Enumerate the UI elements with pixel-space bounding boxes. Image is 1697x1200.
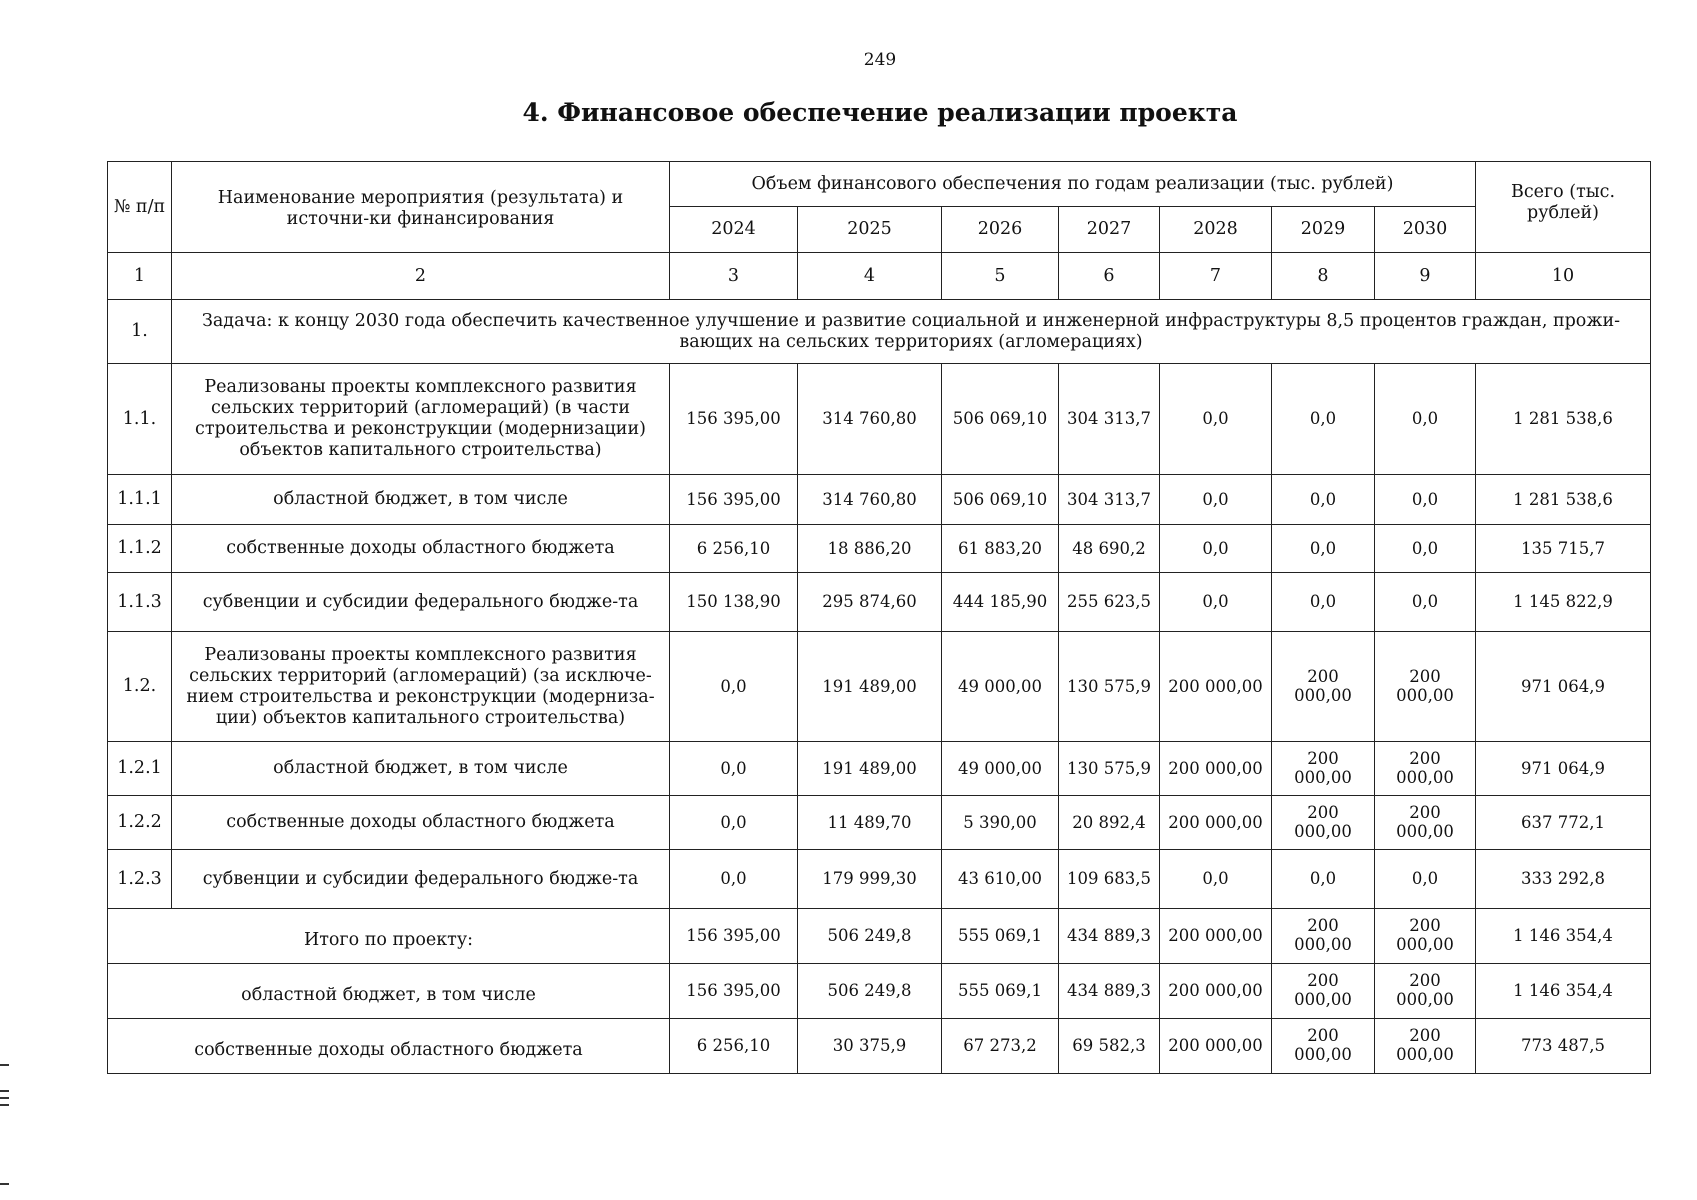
value-cell: 200 000,00 bbox=[1375, 632, 1476, 742]
value-cell: 0,0 bbox=[1375, 573, 1476, 632]
value-cell: 555 069,1 bbox=[942, 909, 1059, 964]
value-cell: 20 892,4 bbox=[1059, 796, 1160, 850]
row-total: 971 064,9 bbox=[1476, 632, 1651, 742]
value-cell: 200 000,00 bbox=[1375, 964, 1476, 1019]
value-cell: 200 000,00 bbox=[1375, 909, 1476, 964]
value-cell: 506 249,8 bbox=[798, 964, 942, 1019]
value-cell: 200 000,00 bbox=[1272, 796, 1375, 850]
value-cell: 6 256,10 bbox=[670, 525, 798, 573]
col-number: 9 bbox=[1375, 253, 1476, 300]
year-2025: 2025 bbox=[798, 207, 942, 253]
value-cell: 434 889,3 bbox=[1059, 964, 1160, 1019]
value-cell: 0,0 bbox=[670, 632, 798, 742]
value-cell: 0,0 bbox=[1160, 525, 1272, 573]
value-cell: 156 395,00 bbox=[670, 364, 798, 475]
col-number: 4 bbox=[798, 253, 942, 300]
value-cell: 11 489,70 bbox=[798, 796, 942, 850]
value-cell: 0,0 bbox=[1160, 475, 1272, 525]
column-number-row bbox=[108, 253, 1651, 300]
year-2026: 2026 bbox=[942, 207, 1059, 253]
value-cell: 314 760,80 bbox=[798, 364, 942, 475]
row-num: 1.1.1 bbox=[108, 475, 172, 525]
value-cell: 200 000,00 bbox=[1272, 909, 1375, 964]
value-cell: 18 886,20 bbox=[798, 525, 942, 573]
row-num: 1.2. bbox=[108, 632, 172, 742]
year-2027: 2027 bbox=[1059, 207, 1160, 253]
row-num: 1.2.2 bbox=[108, 796, 172, 850]
col-number: 6 bbox=[1059, 253, 1160, 300]
row-num: 1.2.1 bbox=[108, 742, 172, 796]
row-name: Реализованы проекты комплексного развития сельских территорий (агломераций) (в части строительства и реконструкции (модернизации) объектов капитального строительства) bbox=[172, 364, 670, 475]
row-total: 1 145 822,9 bbox=[1476, 573, 1651, 632]
value-cell: 200 000,00 bbox=[1272, 742, 1375, 796]
row-total: 971 064,9 bbox=[1476, 742, 1651, 796]
row-num: 1.1.2 bbox=[108, 525, 172, 573]
page-number: 249 bbox=[863, 50, 897, 70]
value-cell: 200 000,00 bbox=[1160, 1019, 1272, 1074]
margin-mark bbox=[0, 1064, 9, 1066]
value-cell: 304 313,7 bbox=[1059, 364, 1160, 475]
table-row bbox=[108, 796, 1651, 850]
col-number: 3 bbox=[670, 253, 798, 300]
value-cell: 0,0 bbox=[670, 796, 798, 850]
year-2030: 2030 bbox=[1375, 207, 1476, 253]
value-cell: 0,0 bbox=[1375, 475, 1476, 525]
value-cell: 5 390,00 bbox=[942, 796, 1059, 850]
row-name: субвенции и субсидии федерального бюдже-та bbox=[172, 850, 670, 909]
value-cell: 109 683,5 bbox=[1059, 850, 1160, 909]
value-cell: 506 249,8 bbox=[798, 909, 942, 964]
value-cell: 0,0 bbox=[1160, 364, 1272, 475]
value-cell: 0,0 bbox=[1272, 850, 1375, 909]
col-number: 5 bbox=[942, 253, 1059, 300]
total-name: Итого по проекту: bbox=[108, 909, 670, 964]
value-cell: 150 138,90 bbox=[670, 573, 798, 632]
col-number: 8 bbox=[1272, 253, 1375, 300]
value-cell: 130 575,9 bbox=[1059, 742, 1160, 796]
table-row bbox=[108, 742, 1651, 796]
value-cell: 0,0 bbox=[1160, 850, 1272, 909]
value-cell: 49 000,00 bbox=[942, 742, 1059, 796]
value-cell: 156 395,00 bbox=[670, 964, 798, 1019]
total-row bbox=[108, 909, 1651, 964]
row-name: субвенции и субсидии федерального бюдже-та bbox=[172, 573, 670, 632]
row-name: собственные доходы областного бюджета bbox=[172, 796, 670, 850]
year-2028: 2028 bbox=[1160, 207, 1272, 253]
total-sum: 773 487,5 bbox=[1476, 1019, 1651, 1074]
value-cell: 0,0 bbox=[670, 742, 798, 796]
value-cell: 0,0 bbox=[1160, 573, 1272, 632]
value-cell: 304 313,7 bbox=[1059, 475, 1160, 525]
value-cell: 6 256,10 bbox=[670, 1019, 798, 1074]
col-number: 10 bbox=[1476, 253, 1651, 300]
total-sum: 1 146 354,4 bbox=[1476, 909, 1651, 964]
value-cell: 200 000,00 bbox=[1375, 1019, 1476, 1074]
year-2024: 2024 bbox=[670, 207, 798, 253]
value-cell: 30 375,9 bbox=[798, 1019, 942, 1074]
year-2029: 2029 bbox=[1272, 207, 1375, 253]
total-name: собственные доходы областного бюджета bbox=[108, 1019, 670, 1074]
value-cell: 200 000,00 bbox=[1272, 632, 1375, 742]
total-row bbox=[108, 1019, 1651, 1074]
row-total: 1 281 538,6 bbox=[1476, 475, 1651, 525]
row-num: 1.1.3 bbox=[108, 573, 172, 632]
table-row bbox=[108, 525, 1651, 573]
row-name: собственные доходы областного бюджета bbox=[172, 525, 670, 573]
value-cell: 0,0 bbox=[1375, 850, 1476, 909]
col-number: 7 bbox=[1160, 253, 1272, 300]
col-number: 2 bbox=[172, 253, 670, 300]
value-cell: 48 690,2 bbox=[1059, 525, 1160, 573]
value-cell: 200 000,00 bbox=[1160, 632, 1272, 742]
value-cell: 506 069,10 bbox=[942, 475, 1059, 525]
total-sum: 1 146 354,4 bbox=[1476, 964, 1651, 1019]
value-cell: 200 000,00 bbox=[1160, 909, 1272, 964]
task-row bbox=[108, 300, 1651, 364]
header-num: № п/п bbox=[108, 162, 172, 253]
value-cell: 506 069,10 bbox=[942, 364, 1059, 475]
value-cell: 130 575,9 bbox=[1059, 632, 1160, 742]
table-row bbox=[108, 850, 1651, 909]
value-cell: 444 185,90 bbox=[942, 573, 1059, 632]
row-total: 637 772,1 bbox=[1476, 796, 1651, 850]
value-cell: 200 000,00 bbox=[1375, 796, 1476, 850]
value-cell: 295 874,60 bbox=[798, 573, 942, 632]
value-cell: 0,0 bbox=[670, 850, 798, 909]
row-total: 1 281 538,6 bbox=[1476, 364, 1651, 475]
header-row bbox=[108, 162, 1651, 207]
value-cell: 43 610,00 bbox=[942, 850, 1059, 909]
header-total: Всего (тыс. рублей) bbox=[1476, 162, 1651, 253]
header-volume: Объем финансового обеспечения по годам реализации (тыс. рублей) bbox=[670, 162, 1476, 207]
value-cell: 179 999,30 bbox=[798, 850, 942, 909]
table-row bbox=[108, 475, 1651, 525]
header-name: Наименование мероприятия (результата) и источни-ки финансирования bbox=[172, 162, 670, 253]
document-title: 4. Финансовое обеспечение реализации проекта bbox=[522, 98, 1238, 127]
row-total: 135 715,7 bbox=[1476, 525, 1651, 573]
value-cell: 191 489,00 bbox=[798, 742, 942, 796]
value-cell: 0,0 bbox=[1272, 475, 1375, 525]
value-cell: 200 000,00 bbox=[1272, 964, 1375, 1019]
total-name: областной бюджет, в том числе bbox=[108, 964, 670, 1019]
financing-table bbox=[107, 161, 1651, 1074]
col-number: 1 bbox=[108, 253, 172, 300]
margin-mark bbox=[0, 1097, 9, 1099]
value-cell: 200 000,00 bbox=[1160, 796, 1272, 850]
value-cell: 555 069,1 bbox=[942, 964, 1059, 1019]
value-cell: 0,0 bbox=[1272, 573, 1375, 632]
value-cell: 314 760,80 bbox=[798, 475, 942, 525]
value-cell: 0,0 bbox=[1272, 364, 1375, 475]
margin-mark bbox=[0, 1090, 9, 1092]
value-cell: 434 889,3 bbox=[1059, 909, 1160, 964]
row-total: 333 292,8 bbox=[1476, 850, 1651, 909]
value-cell: 49 000,00 bbox=[942, 632, 1059, 742]
value-cell: 200 000,00 bbox=[1160, 742, 1272, 796]
value-cell: 156 395,00 bbox=[670, 909, 798, 964]
value-cell: 200 000,00 bbox=[1375, 742, 1476, 796]
table-row bbox=[108, 573, 1651, 632]
value-cell: 67 273,2 bbox=[942, 1019, 1059, 1074]
task-text: Задача: к концу 2030 года обеспечить качественное улучшение и развитие социальной и инженерной инфраструктуры 8,5 процентов граждан, прожи-вающих на сельских территориях (агломерациях) bbox=[172, 300, 1651, 364]
value-cell: 0,0 bbox=[1375, 364, 1476, 475]
value-cell: 61 883,20 bbox=[942, 525, 1059, 573]
margin-mark bbox=[0, 1104, 9, 1106]
total-row bbox=[108, 964, 1651, 1019]
value-cell: 0,0 bbox=[1272, 525, 1375, 573]
value-cell: 200 000,00 bbox=[1272, 1019, 1375, 1074]
row-name: областной бюджет, в том числе bbox=[172, 742, 670, 796]
row-num: 1.2.3 bbox=[108, 850, 172, 909]
task-num: 1. bbox=[108, 300, 172, 364]
value-cell: 200 000,00 bbox=[1160, 964, 1272, 1019]
table-row bbox=[108, 632, 1651, 742]
value-cell: 156 395,00 bbox=[670, 475, 798, 525]
value-cell: 69 582,3 bbox=[1059, 1019, 1160, 1074]
value-cell: 191 489,00 bbox=[798, 632, 942, 742]
row-name: Реализованы проекты комплексного развития сельских территорий (агломераций) (за исключе-нием строительства и реконструкции (модерниза-ции) объектов капитального строительства) bbox=[172, 632, 670, 742]
margin-mark bbox=[0, 1183, 9, 1185]
table-row bbox=[108, 364, 1651, 475]
value-cell: 255 623,5 bbox=[1059, 573, 1160, 632]
row-name: областной бюджет, в том числе bbox=[172, 475, 670, 525]
row-num: 1.1. bbox=[108, 364, 172, 475]
value-cell: 0,0 bbox=[1375, 525, 1476, 573]
